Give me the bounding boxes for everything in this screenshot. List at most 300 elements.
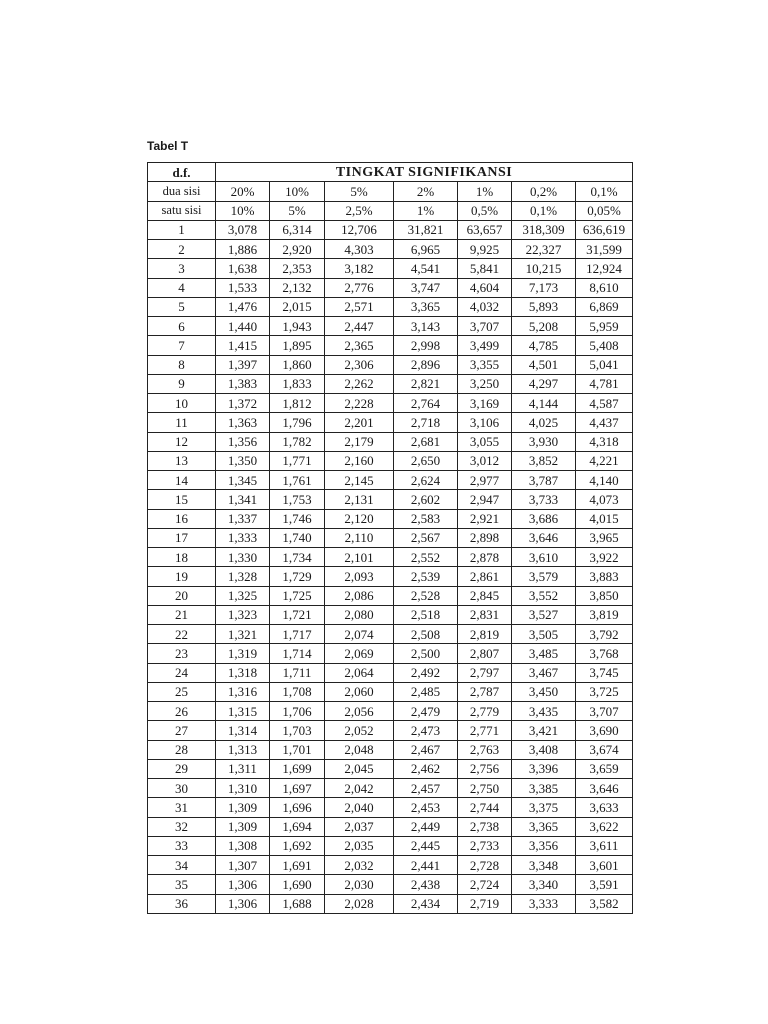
critical-value-cell: 31,599 (576, 240, 633, 259)
one-tail-value: 0,1% (512, 201, 576, 220)
critical-value-cell: 4,025 (512, 413, 576, 432)
table-row (148, 682, 633, 701)
critical-value-cell: 1,696 (270, 798, 325, 817)
critical-value-cell: 2,438 (394, 875, 458, 894)
critical-value-cell: 1,734 (270, 548, 325, 567)
critical-value-cell: 5,041 (576, 355, 633, 374)
critical-value-cell: 7,173 (512, 278, 576, 297)
critical-value-cell: 5,959 (576, 317, 633, 336)
table-row (148, 894, 633, 913)
critical-value-cell: 2,306 (325, 355, 394, 374)
critical-value-cell: 4,303 (325, 240, 394, 259)
critical-value-cell: 4,318 (576, 432, 633, 451)
table-row (148, 509, 633, 528)
df-cell: 31 (148, 798, 216, 817)
critical-value-cell: 1,706 (270, 702, 325, 721)
critical-value-cell: 1,309 (216, 798, 270, 817)
critical-value-cell: 2,947 (458, 490, 512, 509)
critical-value-cell: 2,160 (325, 451, 394, 470)
critical-value-cell: 9,925 (458, 240, 512, 259)
critical-value-cell: 1,341 (216, 490, 270, 509)
critical-value-cell: 5,208 (512, 317, 576, 336)
critical-value-cell: 2,719 (458, 894, 512, 913)
critical-value-cell: 2,896 (394, 355, 458, 374)
critical-value-cell: 1,333 (216, 528, 270, 547)
critical-value-cell: 2,733 (458, 836, 512, 855)
critical-value-cell: 3,633 (576, 798, 633, 817)
critical-value-cell: 2,738 (458, 817, 512, 836)
table-row (148, 836, 633, 855)
df-cell: 19 (148, 567, 216, 586)
critical-value-cell: 8,610 (576, 278, 633, 297)
critical-value-cell: 636,619 (576, 220, 633, 239)
critical-value-cell: 2,508 (394, 625, 458, 644)
table-row (148, 721, 633, 740)
critical-value-cell: 2,035 (325, 836, 394, 855)
critical-value-cell: 1,714 (270, 644, 325, 663)
critical-value-cell: 4,604 (458, 278, 512, 297)
critical-value-cell: 2,032 (325, 856, 394, 875)
critical-value-cell: 1,309 (216, 817, 270, 836)
critical-value-cell: 3,591 (576, 875, 633, 894)
header-row (148, 163, 633, 182)
critical-value-cell: 2,445 (394, 836, 458, 855)
two-tail-value: 5% (325, 182, 394, 201)
critical-value-cell: 1,533 (216, 278, 270, 297)
table-row (148, 451, 633, 470)
critical-value-cell: 1,321 (216, 625, 270, 644)
two-tail-value: 20% (216, 182, 270, 201)
critical-value-cell: 2,365 (325, 336, 394, 355)
df-cell: 15 (148, 490, 216, 509)
critical-value-cell: 2,074 (325, 625, 394, 644)
critical-value-cell: 2,807 (458, 644, 512, 663)
critical-value-cell: 4,541 (394, 259, 458, 278)
df-cell: 2 (148, 240, 216, 259)
critical-value-cell: 3,505 (512, 625, 576, 644)
df-cell: 4 (148, 278, 216, 297)
table-row (148, 625, 633, 644)
critical-value-cell: 3,610 (512, 548, 576, 567)
critical-value-cell: 4,221 (576, 451, 633, 470)
critical-value-cell: 2,131 (325, 490, 394, 509)
critical-value-cell: 2,797 (458, 663, 512, 682)
table-row (148, 663, 633, 682)
df-header: d.f. (148, 163, 216, 182)
critical-value-cell: 1,708 (270, 682, 325, 701)
critical-value-cell: 3,396 (512, 759, 576, 778)
critical-value-cell: 2,064 (325, 663, 394, 682)
critical-value-cell: 2,228 (325, 394, 394, 413)
critical-value-cell: 1,740 (270, 528, 325, 547)
df-cell: 8 (148, 355, 216, 374)
significance-header: TINGKAT SIGNIFIKANSI (216, 163, 633, 182)
df-cell: 25 (148, 682, 216, 701)
table-row (148, 548, 633, 567)
critical-value-cell: 2,015 (270, 297, 325, 316)
df-cell: 11 (148, 413, 216, 432)
critical-value-cell: 1,796 (270, 413, 325, 432)
table-row (148, 355, 633, 374)
critical-value-cell: 3,707 (458, 317, 512, 336)
critical-value-cell: 3,499 (458, 336, 512, 355)
critical-value-cell: 1,476 (216, 297, 270, 316)
critical-value-cell: 2,998 (394, 336, 458, 355)
critical-value-cell: 1,315 (216, 702, 270, 721)
df-cell: 28 (148, 740, 216, 759)
critical-value-cell: 2,485 (394, 682, 458, 701)
critical-value-cell: 2,447 (325, 317, 394, 336)
table-row (148, 605, 633, 624)
critical-value-cell: 1,746 (270, 509, 325, 528)
critical-value-cell: 2,845 (458, 586, 512, 605)
critical-value-cell: 2,602 (394, 490, 458, 509)
critical-value-cell: 2,492 (394, 663, 458, 682)
critical-value-cell: 1,699 (270, 759, 325, 778)
critical-value-cell: 2,539 (394, 567, 458, 586)
critical-value-cell: 1,328 (216, 567, 270, 586)
critical-value-cell: 2,048 (325, 740, 394, 759)
critical-value-cell: 4,140 (576, 471, 633, 490)
critical-value-cell: 3,850 (576, 586, 633, 605)
df-cell: 20 (148, 586, 216, 605)
critical-value-cell: 3,385 (512, 779, 576, 798)
critical-value-cell: 31,821 (394, 220, 458, 239)
critical-value-cell: 1,415 (216, 336, 270, 355)
critical-value-cell: 2,779 (458, 702, 512, 721)
critical-value-cell: 1,350 (216, 451, 270, 470)
df-cell: 27 (148, 721, 216, 740)
two-tail-value: 2% (394, 182, 458, 201)
two-tail-value: 0,1% (576, 182, 633, 201)
critical-value-cell: 3,355 (458, 355, 512, 374)
critical-value-cell: 2,479 (394, 702, 458, 721)
critical-value-cell: 2,179 (325, 432, 394, 451)
df-cell: 21 (148, 605, 216, 624)
table-row (148, 586, 633, 605)
critical-value-cell: 1,771 (270, 451, 325, 470)
critical-value-cell: 2,518 (394, 605, 458, 624)
critical-value-cell: 2,861 (458, 567, 512, 586)
critical-value-cell: 3,106 (458, 413, 512, 432)
table-row (148, 297, 633, 316)
critical-value-cell: 6,965 (394, 240, 458, 259)
critical-value-cell: 3,965 (576, 528, 633, 547)
critical-value-cell: 2,086 (325, 586, 394, 605)
critical-value-cell: 1,325 (216, 586, 270, 605)
df-cell: 23 (148, 644, 216, 663)
table-row (148, 278, 633, 297)
critical-value-cell: 3,579 (512, 567, 576, 586)
critical-value-cell: 1,701 (270, 740, 325, 759)
table-row (148, 740, 633, 759)
critical-value-cell: 3,611 (576, 836, 633, 855)
table-row (148, 644, 633, 663)
critical-value-cell: 2,921 (458, 509, 512, 528)
critical-value-cell: 2,056 (325, 702, 394, 721)
critical-value-cell: 2,718 (394, 413, 458, 432)
critical-value-cell: 1,308 (216, 836, 270, 855)
critical-value-cell: 3,333 (512, 894, 576, 913)
table-row (148, 798, 633, 817)
df-cell: 17 (148, 528, 216, 547)
df-cell: 3 (148, 259, 216, 278)
critical-value-cell: 2,898 (458, 528, 512, 547)
critical-value-cell: 1,782 (270, 432, 325, 451)
critical-value-cell: 1,860 (270, 355, 325, 374)
critical-value-cell: 3,527 (512, 605, 576, 624)
critical-value-cell: 3,622 (576, 817, 633, 836)
table-row (148, 240, 633, 259)
critical-value-cell: 1,363 (216, 413, 270, 432)
critical-value-cell: 3,707 (576, 702, 633, 721)
df-cell: 18 (148, 548, 216, 567)
critical-value-cell: 318,309 (512, 220, 576, 239)
table-row (148, 374, 633, 393)
critical-value-cell: 1,711 (270, 663, 325, 682)
critical-value-cell: 2,467 (394, 740, 458, 759)
critical-value-cell: 1,812 (270, 394, 325, 413)
critical-value-cell: 1,313 (216, 740, 270, 759)
critical-value-cell: 4,144 (512, 394, 576, 413)
one-tail-value: 0,05% (576, 201, 633, 220)
critical-value-cell: 1,697 (270, 779, 325, 798)
two-tail-row (148, 182, 633, 201)
critical-value-cell: 1,345 (216, 471, 270, 490)
critical-value-cell: 2,045 (325, 759, 394, 778)
critical-value-cell: 2,040 (325, 798, 394, 817)
df-cell: 30 (148, 779, 216, 798)
two-tail-value: 0,2% (512, 182, 576, 201)
critical-value-cell: 2,060 (325, 682, 394, 701)
critical-value-cell: 4,297 (512, 374, 576, 393)
critical-value-cell: 3,356 (512, 836, 576, 855)
critical-value-cell: 4,785 (512, 336, 576, 355)
critical-value-cell: 3,787 (512, 471, 576, 490)
critical-value-cell: 5,893 (512, 297, 576, 316)
critical-value-cell: 2,724 (458, 875, 512, 894)
df-cell: 36 (148, 894, 216, 913)
table-row (148, 779, 633, 798)
critical-value-cell: 2,353 (270, 259, 325, 278)
critical-value-cell: 3,365 (394, 297, 458, 316)
t-distribution-table (147, 162, 633, 914)
critical-value-cell: 3,078 (216, 220, 270, 239)
critical-value-cell: 3,182 (325, 259, 394, 278)
critical-value-cell: 3,143 (394, 317, 458, 336)
critical-value-cell: 3,485 (512, 644, 576, 663)
critical-value-cell: 1,833 (270, 374, 325, 393)
critical-value-cell: 3,745 (576, 663, 633, 682)
critical-value-cell: 6,869 (576, 297, 633, 316)
critical-value-cell: 2,120 (325, 509, 394, 528)
df-cell: 24 (148, 663, 216, 682)
critical-value-cell: 3,055 (458, 432, 512, 451)
critical-value-cell: 2,453 (394, 798, 458, 817)
critical-value-cell: 1,895 (270, 336, 325, 355)
critical-value-cell: 3,930 (512, 432, 576, 451)
critical-value-cell: 2,132 (270, 278, 325, 297)
critical-value-cell: 1,306 (216, 875, 270, 894)
df-cell: 34 (148, 856, 216, 875)
df-cell: 10 (148, 394, 216, 413)
critical-value-cell: 1,311 (216, 759, 270, 778)
critical-value-cell: 3,012 (458, 451, 512, 470)
critical-value-cell: 2,028 (325, 894, 394, 913)
critical-value-cell: 2,080 (325, 605, 394, 624)
critical-value-cell: 2,750 (458, 779, 512, 798)
df-cell: 33 (148, 836, 216, 855)
critical-value-cell: 3,686 (512, 509, 576, 528)
critical-value-cell: 3,747 (394, 278, 458, 297)
one-tail-value: 0,5% (458, 201, 512, 220)
critical-value-cell: 1,337 (216, 509, 270, 528)
critical-value-cell: 1,310 (216, 779, 270, 798)
two-tail-label: dua sisi (148, 182, 216, 201)
table-row (148, 856, 633, 875)
critical-value-cell: 63,657 (458, 220, 512, 239)
critical-value-cell: 1,725 (270, 586, 325, 605)
critical-value-cell: 5,408 (576, 336, 633, 355)
critical-value-cell: 2,744 (458, 798, 512, 817)
critical-value-cell: 2,771 (458, 721, 512, 740)
critical-value-cell: 12,706 (325, 220, 394, 239)
df-cell: 14 (148, 471, 216, 490)
critical-value-cell: 1,717 (270, 625, 325, 644)
one-tail-value: 10% (216, 201, 270, 220)
critical-value-cell: 4,501 (512, 355, 576, 374)
critical-value-cell: 1,356 (216, 432, 270, 451)
critical-value-cell: 1,397 (216, 355, 270, 374)
critical-value-cell: 2,473 (394, 721, 458, 740)
critical-value-cell: 1,330 (216, 548, 270, 567)
critical-value-cell: 2,052 (325, 721, 394, 740)
critical-value-cell: 3,375 (512, 798, 576, 817)
one-tail-value: 1% (394, 201, 458, 220)
critical-value-cell: 1,694 (270, 817, 325, 836)
critical-value-cell: 1,314 (216, 721, 270, 740)
critical-value-cell: 1,721 (270, 605, 325, 624)
critical-value-cell: 2,763 (458, 740, 512, 759)
critical-value-cell: 2,583 (394, 509, 458, 528)
critical-value-cell: 2,776 (325, 278, 394, 297)
table-row (148, 490, 633, 509)
table-row (148, 259, 633, 278)
critical-value-cell: 3,365 (512, 817, 576, 836)
critical-value-cell: 2,878 (458, 548, 512, 567)
one-tail-value: 2,5% (325, 201, 394, 220)
page-title: Tabel T (147, 139, 189, 153)
critical-value-cell: 4,073 (576, 490, 633, 509)
critical-value-cell: 1,318 (216, 663, 270, 682)
critical-value-cell: 1,753 (270, 490, 325, 509)
critical-value-cell: 2,528 (394, 586, 458, 605)
table-row (148, 817, 633, 836)
critical-value-cell: 1,886 (216, 240, 270, 259)
df-cell: 29 (148, 759, 216, 778)
critical-value-cell: 3,690 (576, 721, 633, 740)
critical-value-cell: 2,037 (325, 817, 394, 836)
critical-value-cell: 1,323 (216, 605, 270, 624)
critical-value-cell: 3,725 (576, 682, 633, 701)
table-row (148, 702, 633, 721)
one-tail-value: 5% (270, 201, 325, 220)
critical-value-cell: 3,340 (512, 875, 576, 894)
critical-value-cell: 2,457 (394, 779, 458, 798)
critical-value-cell: 3,435 (512, 702, 576, 721)
critical-value-cell: 2,262 (325, 374, 394, 393)
critical-value-cell: 3,250 (458, 374, 512, 393)
df-cell: 13 (148, 451, 216, 470)
critical-value-cell: 2,756 (458, 759, 512, 778)
critical-value-cell: 2,101 (325, 548, 394, 567)
two-tail-value: 1% (458, 182, 512, 201)
critical-value-cell: 22,327 (512, 240, 576, 259)
table-row (148, 875, 633, 894)
critical-value-cell: 2,728 (458, 856, 512, 875)
critical-value-cell: 3,646 (576, 779, 633, 798)
critical-value-cell: 1,692 (270, 836, 325, 855)
df-cell: 32 (148, 817, 216, 836)
critical-value-cell: 3,552 (512, 586, 576, 605)
critical-value-cell: 2,571 (325, 297, 394, 316)
df-cell: 6 (148, 317, 216, 336)
critical-value-cell: 2,093 (325, 567, 394, 586)
critical-value-cell: 2,201 (325, 413, 394, 432)
table-row (148, 471, 633, 490)
critical-value-cell: 1,306 (216, 894, 270, 913)
critical-value-cell: 2,434 (394, 894, 458, 913)
critical-value-cell: 3,768 (576, 644, 633, 663)
critical-value-cell: 2,819 (458, 625, 512, 644)
critical-value-cell: 2,441 (394, 856, 458, 875)
critical-value-cell: 3,819 (576, 605, 633, 624)
critical-value-cell: 2,821 (394, 374, 458, 393)
critical-value-cell: 3,733 (512, 490, 576, 509)
critical-value-cell: 1,688 (270, 894, 325, 913)
critical-value-cell: 1,729 (270, 567, 325, 586)
df-cell: 26 (148, 702, 216, 721)
critical-value-cell: 2,042 (325, 779, 394, 798)
critical-value-cell: 3,674 (576, 740, 633, 759)
df-cell: 7 (148, 336, 216, 355)
critical-value-cell: 3,659 (576, 759, 633, 778)
critical-value-cell: 3,852 (512, 451, 576, 470)
critical-value-cell: 2,787 (458, 682, 512, 701)
critical-value-cell: 2,681 (394, 432, 458, 451)
critical-value-cell: 3,883 (576, 567, 633, 586)
critical-value-cell: 1,383 (216, 374, 270, 393)
one-tail-label: satu sisi (148, 201, 216, 220)
critical-value-cell: 1,319 (216, 644, 270, 663)
critical-value-cell: 2,145 (325, 471, 394, 490)
critical-value-cell: 2,650 (394, 451, 458, 470)
critical-value-cell: 1,761 (270, 471, 325, 490)
critical-value-cell: 2,764 (394, 394, 458, 413)
critical-value-cell: 3,408 (512, 740, 576, 759)
critical-value-cell: 2,567 (394, 528, 458, 547)
table-row (148, 317, 633, 336)
critical-value-cell: 2,030 (325, 875, 394, 894)
table-row (148, 528, 633, 547)
table-row (148, 413, 633, 432)
critical-value-cell: 10,215 (512, 259, 576, 278)
critical-value-cell: 3,450 (512, 682, 576, 701)
critical-value-cell: 2,500 (394, 644, 458, 663)
table-row (148, 567, 633, 586)
critical-value-cell: 2,552 (394, 548, 458, 567)
critical-value-cell: 2,920 (270, 240, 325, 259)
